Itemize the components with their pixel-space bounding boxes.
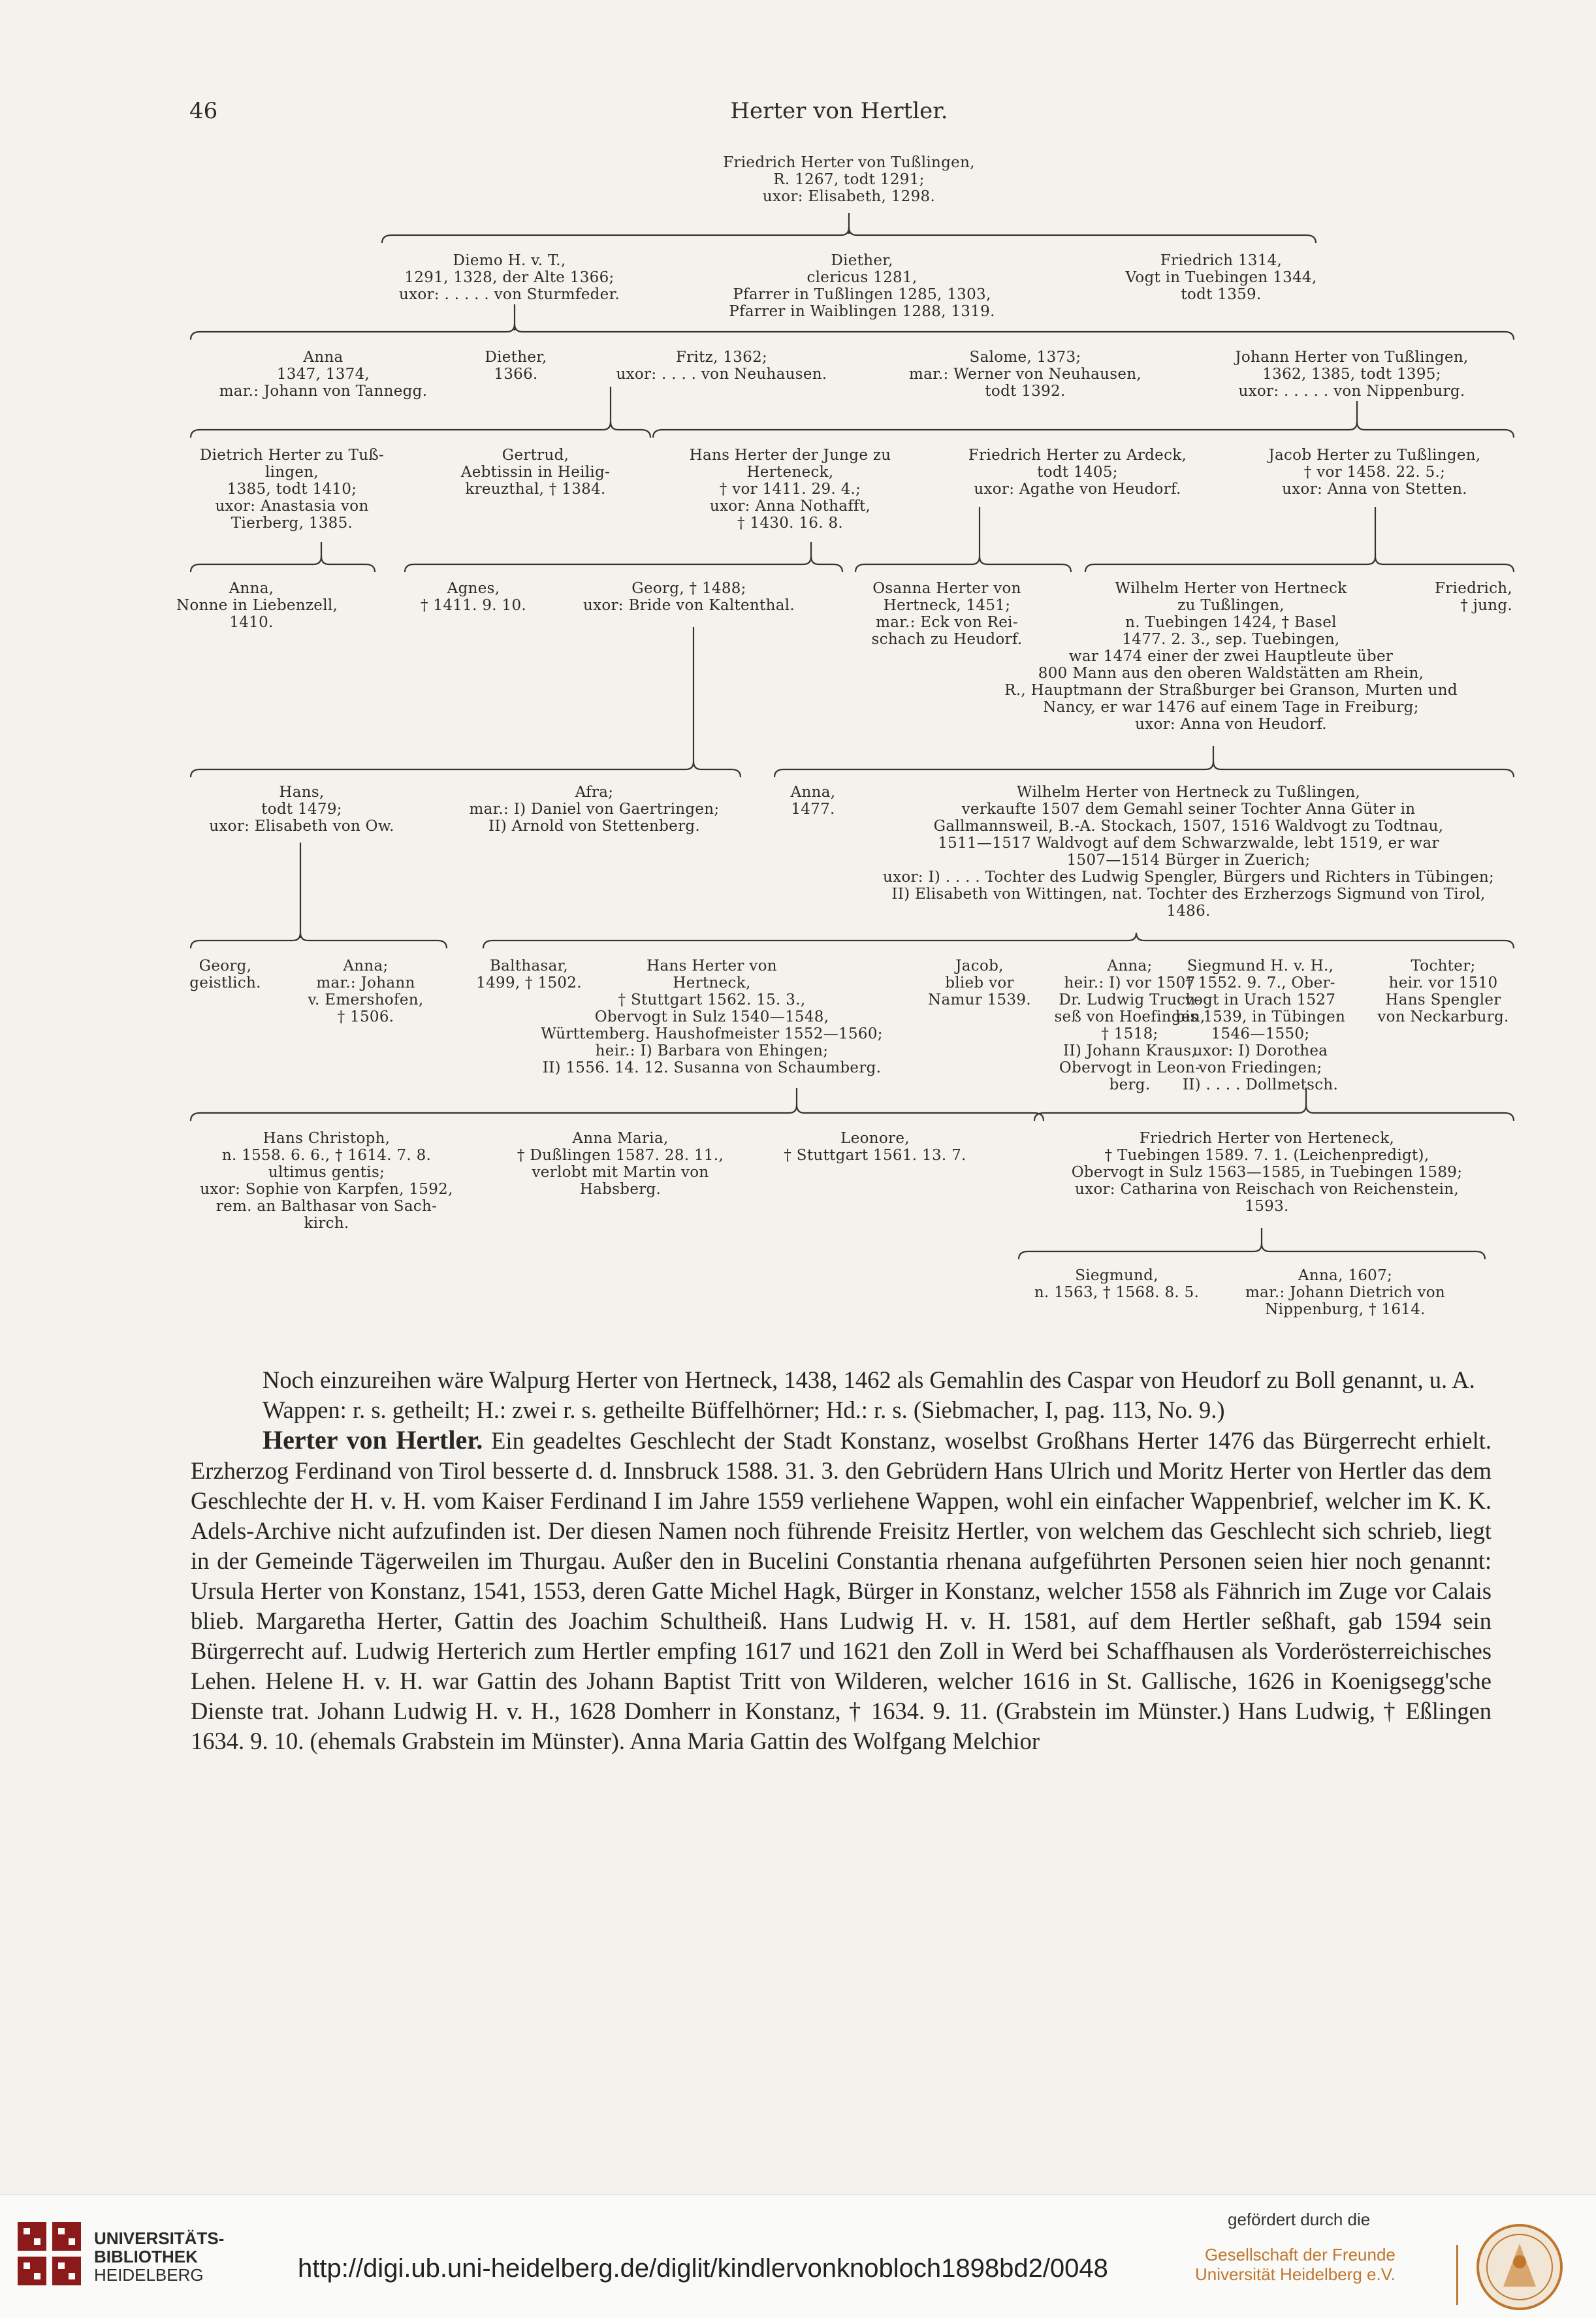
tree-person-leonore: Leonore, † Stuttgart 1561. 13. 7. xyxy=(784,1130,966,1164)
sponsor-label: gefördert durch die xyxy=(1228,2210,1371,2229)
tree-person-friedrich-ardeck: Friedrich Herter zu Ardeck, todt 1405; uxor: Agathe von Heudorf. xyxy=(968,447,1187,498)
tree-person-anna-1477: Anna, 1477. xyxy=(790,784,836,818)
digitization-footer xyxy=(0,2195,1596,2318)
tree-person-siegmund-1563: Siegmund, n. 1563, † 1568. 8. 5. xyxy=(1034,1267,1200,1301)
tree-person-anna-truchsess: Anna; heir.: I) vor 1507 Dr. Ludwig Truch- seß von Hoefingen, † 1518; II) Johann Kraus, Obervogt in Leon- berg. xyxy=(1054,958,1205,1093)
tree-person-anna-nonne: Anna, Nonne in Liebenzell, 1410. xyxy=(176,580,338,631)
tree-person-georg-1488: Georg, † 1488; uxor: Bride von Kaltenthal. xyxy=(583,580,795,614)
tree-person-wilhelm-1424: Wilhelm Herter von Hertneck zu Tußlingen, n. Tuebingen 1424, † Basel 1477. 2. 3., sep. Tuebingen, war 1474 einer der zwei Hauptleute über 800 Mann aus den oberen Waldstätten am Rhein, R., Hauptmann der Straßburger bei Granson, Murten und Nancy, er war 1476 auf einem Tage in Freiburg; uxor: Anna von Heudorf. xyxy=(1004,580,1458,733)
tree-person-agnes: Agnes, † 1411. 9. 10. xyxy=(421,580,526,614)
tree-person-salome: Salome, 1373; mar.: Werner von Neuhausen, todt 1392. xyxy=(909,349,1141,400)
society-name: Gesellschaft der Freunde Universität Heidelberg e.V. xyxy=(1195,2245,1396,2284)
body-text xyxy=(191,1365,1492,1756)
tree-person-friedrich-1314: Friedrich 1314, Vogt in Tuebingen 1344, todt 1359. xyxy=(1125,252,1317,303)
tree-person-hans-christoph: Hans Christoph, n. 1558. 6. 6., † 1614. 7. 8. ultimus gentis; uxor: Sophie von Karpfen, 1592, rem. an Balthasar von Sach- kirch. xyxy=(200,1130,453,1232)
tree-person-tochter: Tochter; heir. vor 1510 Hans Spengler von Neckarburg. xyxy=(1377,958,1509,1025)
running-title: Herter von Hertler. xyxy=(730,98,948,124)
tree-person-friedrich-herteneck: Friedrich Herter von Herteneck, † Tuebingen 1589. 7. 1. (Leichenpredigt), Obervogt in Sulz 1563—1585, in Tuebingen 1589; uxor: Catharina von Reischach von Reichenstein, 1593. xyxy=(1071,1130,1463,1215)
tree-person-fritz: Fritz, 1362; uxor: . . . . von Neuhausen. xyxy=(616,349,827,383)
tree-person-hans-1479: Hans, todt 1479; uxor: Elisabeth von Ow. xyxy=(209,784,394,835)
tree-person-jacob-herter: Jacob Herter zu Tußlingen, † vor 1458. 22. 5.; uxor: Anna von Stetten. xyxy=(1268,447,1481,498)
tree-person-root: Friedrich Herter von Tußlingen, R. 1267, todt 1291; uxor: Elisabeth, 1298. xyxy=(723,154,975,205)
tree-person-gertrud: Gertrud, Aebtissin in Heilig- kreuzthal, † 1384. xyxy=(460,447,611,498)
tree-person-johann-herter: Johann Herter von Tußlingen, 1362, 1385, todt 1395; uxor: . . . . . von Nippenburg. xyxy=(1235,349,1469,400)
university-seal-icon xyxy=(1471,2221,1569,2313)
university-library-logo-icon xyxy=(14,2219,86,2291)
tree-person-jacob-namur: Jacob, blieb vor Namur 1539. xyxy=(928,958,1031,1008)
tree-person-friedrich-jung: Friedrich, † jung. xyxy=(1435,580,1512,614)
paragraph-walpurg: Noch einzureihen wäre Walpurg Herter von Hertneck, 1438, 1462 als Gemahlin des Caspar von Heudorf zu Boll genannt, u. A. xyxy=(263,1366,1475,1393)
tree-person-dietrich: Dietrich Herter zu Tuß- lingen, 1385, todt 1410; uxor: Anastasia von Tierberg, 1385. xyxy=(199,447,385,532)
tree-person-balthasar: Balthasar, 1499, † 1502. xyxy=(476,958,582,991)
tree-person-georg-geistlich: Georg, geistlich. xyxy=(189,958,261,991)
section-heading: Herter von Hertler. xyxy=(263,1425,483,1455)
tree-person-afra: Afra; mar.: I) Daniel von Gaertringen; II) Arnold von Stettenberg. xyxy=(469,784,720,835)
paragraph-hertler xyxy=(191,1425,1492,1756)
page-number: 46 xyxy=(189,98,218,124)
tree-person-hans-hertneck: Hans Herter von Hertneck, † Stuttgart 1562. 15. 3., Obervogt in Sulz 1540—1548, Württemberg. Haushofmeister 1552—1560; heir.: I) Barbara von Ehingen; II) 1556. 14. 12. Susanna von Schaumberg. xyxy=(541,958,883,1076)
source-url-link[interactable]: http://digi.ub.uni-heidelberg.de/diglit/kindlervonknobloch1898bd2/0048 xyxy=(298,2254,1108,2283)
tree-person-siegmund-hvh: Siegmund H. v. H., † 1552. 9. 7., Ober- vogt in Urach 1527 bis 1539, in Tübingen 1546—1550; uxor: I) Dorothea von Friedingen; II) . . . . Dollmetsch. xyxy=(1175,958,1346,1093)
paragraph-wappen: Wappen: r. s. getheilt; H.: zwei r. s. getheilte Büffelhörner; Hd.: r. s. (Siebmacher, I, pag. 113, No. 9.) xyxy=(263,1396,1225,1423)
society-divider xyxy=(1456,2245,1458,2305)
tree-person-hans-der-junge: Hans Herter der Junge zu Herteneck, † vor 1411. 29. 4.; uxor: Anna Nothafft, † 1430. 16. 8. xyxy=(689,447,891,532)
tree-person-wilhelm-tusslingen: Wilhelm Herter von Hertneck zu Tußlingen, verkaufte 1507 dem Gemahl seiner Tochter Anna Güter in Gallmannsweil, B.-A. Stockach, 1507, 1516 Waldvogt zu Todtnau, 1511—1517 Waldvogt auf dem Schwarzwalde, lebt 1519, er war 1507—1514 Bürger in Zuerich; uxor: I) . . . . Tochter des Ludwig Spengler, Bürgers und Richters in Tübingen; II) Elisabeth von Wittingen, nat. Tochter des Erzherzogs Sigmund von Tirol, 1486. xyxy=(882,784,1495,920)
tree-person-osanna: Osanna Herter von Hertneck, 1451; mar.: Eck von Rei- schach zu Heudorf. xyxy=(871,580,1023,648)
tree-person-diether-clericus: Diether, clericus 1281, Pfarrer in Tußlingen 1285, 1303, Pfarrer in Waiblingen 1288, 1319. xyxy=(729,252,995,320)
tree-person-anna-1607: Anna, 1607; mar.: Johann Dietrich von Nippenburg, † 1614. xyxy=(1245,1267,1446,1318)
tree-person-diether-1366: Diether, 1366. xyxy=(485,349,547,383)
tree-person-anna-maria: Anna Maria, † Dußlingen 1587. 28. 11., verlobt mit Martin von Habsberg. xyxy=(517,1130,724,1198)
tree-person-anna-1347: Anna 1347, 1374, mar.: Johann von Tannegg. xyxy=(219,349,428,400)
tree-person-anna-emershofen: Anna; mar.: Johann v. Emershofen, † 1506. xyxy=(308,958,424,1025)
library-name: UNIVERSITÄTS- BIBLIOTHEK HEIDELBERG xyxy=(94,2229,225,2285)
tree-person-diemo: Diemo H. v. T., 1291, 1328, der Alte 1366; uxor: . . . . . von Sturmfeder. xyxy=(399,252,620,303)
paragraph-hertler-text: Ein geadeltes Geschlecht der Stadt Konstanz, woselbst Großhans Herter 1476 das Bürgerrecht erhielt. Erzherzog Ferdinand von Tirol besserte d. d. Innsbruck 1588. 31. 3. den Gebrüdern Hans Ulrich und Moritz Herter von Hertler das dem Geschlechte der H. v. H. vom Kaiser Ferdinand I im Jahre 1559 verliehene Wappen, wohl ein einfacher Wappenbrief, welcher im K. K. Adels-Archive nicht aufzufinden ist. Der diesen Namen noch führende Freisitz Hertler, von welchem das Geschlecht sich schrieb, liegt in der Gemeinde Tägerweilen im Thurgau. Außer den in Bucelini Constantia rhenana aufgeführten Personen seien hier noch genannt: Ursula Herter von Konstanz, 1541, 1553, deren Gatte Michel Hagk, Bürger in Konstanz, welcher 1558 als Fähnrich im Zuge vor Calais blieb. Margaretha Herter, Gattin des Joachim Schultheiß. Hans Ludwig H. v. H. 1581, auf dem Hertler seßhaft, gab 1594 sein Bürgerrecht auf. Ludwig Herterich zum Hertler empfing 1617 und 1621 den Zoll in Werd bei Schaffhausen als Vorderösterreichisches Lehen. Helene H. v. H. war Gattin des Johann Baptist Tritt von Wilderen, welcher 1616 in St. Gallische, 1626 in Koenigsegg'sche Dienste trat. Johann Ludwig H. v. H., 1628 Domherr in Konstanz, † 1634. 9. 11. (Grabstein im Münster.) Hans Ludwig, † Eßlingen 1634. 9. 10. (ehemals Grabstein im Münster). Anna Maria Gattin des Wolfgang Melchior xyxy=(191,1427,1492,1754)
